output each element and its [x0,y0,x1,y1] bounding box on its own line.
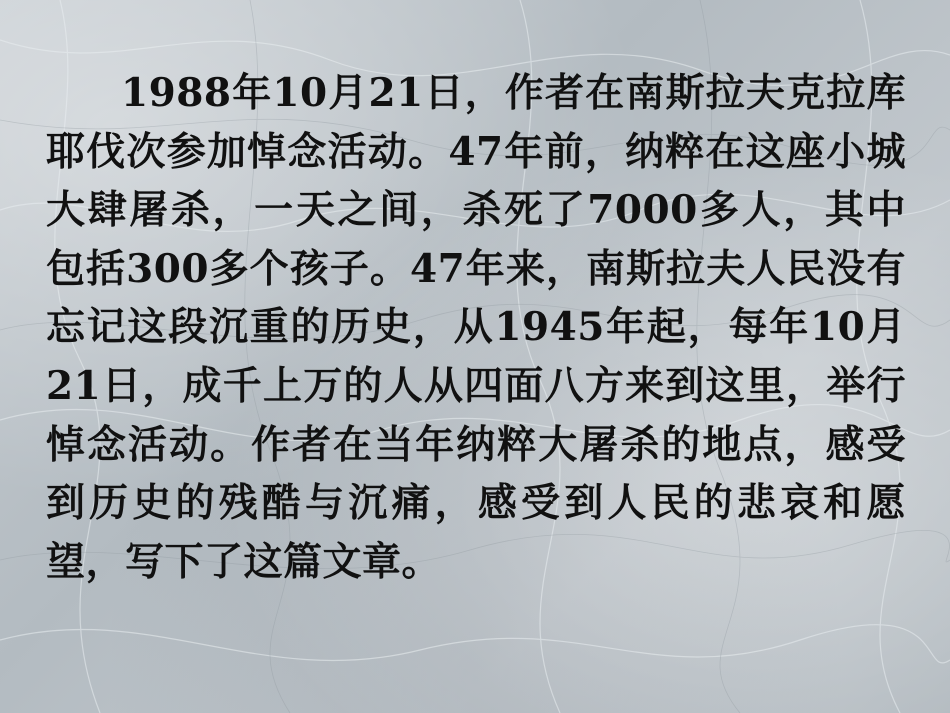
body-paragraph: 1988年10月21日，作者在南斯拉夫克拉库耶伐次参加悼念活动。47年前，纳粹在这座小城大肆屠杀，一天之间，杀死了7000多人，其中包括300多个孩子。47年来，南斯拉夫人民没有忘记这段沉重的历史，从1945年起，每年10月21日，成千上万的人从四面八方来到这里，举行悼念活动。作者在当年纳粹大屠杀的地点，感受到历史的残酷与沉痛，感受到人民的悲哀和愿望，写下了这篇文章。 [46,70,906,585]
